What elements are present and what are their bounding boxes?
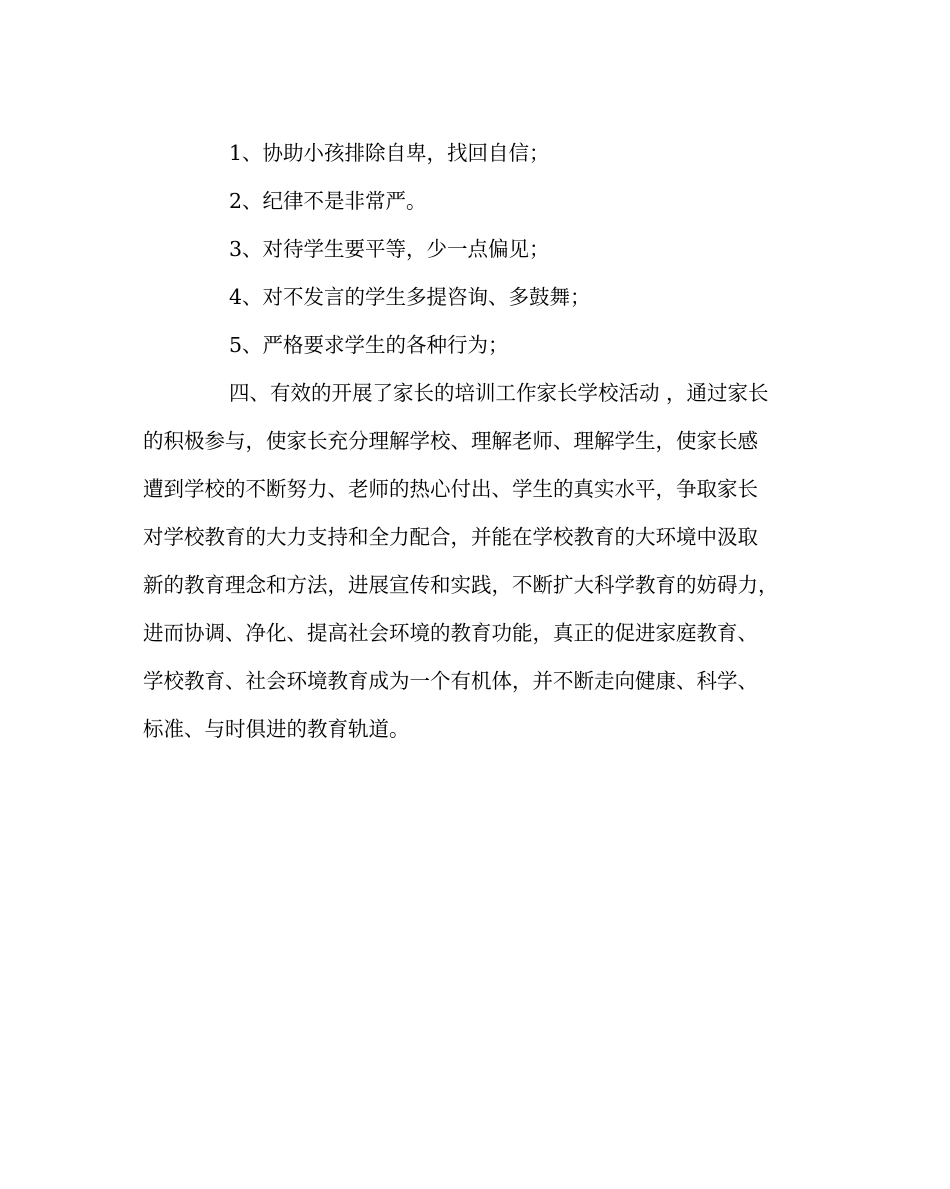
paragraph-line: 的积极参与，使家长充分理解学校、理解老师、理解学生，使家长感 [143, 429, 758, 453]
list-item-4: 4、对不发言的学生多提咨询、多鼓舞； [229, 285, 591, 309]
paragraph-line: 遭到学校的不断努力、老师的热心付出、学生的真实水平，争取家长 [143, 477, 758, 501]
document-body [143, 129, 813, 753]
paragraph-line: 标准、与时俱进的教育轨道。 [143, 717, 410, 741]
list-item-1: 1、协助小孩排除自卑，找回自信； [229, 141, 550, 165]
list-item-2: 2、纪律不是非常严。 [229, 189, 427, 213]
paragraph-line: 四、有效的开展了家长的培训工作家长学校活动 ，通过家长 [229, 381, 769, 405]
list-item-3: 3、对待学生要平等，少一点偏见； [229, 237, 550, 261]
list-item-5: 5、严格要求学生的各种行为； [229, 333, 509, 357]
paragraph-line: 对学校教育的大力支持和全力配合，并能在学校教育的大环境中汲取 [143, 525, 758, 549]
paragraph-line: 新的教育理念和方法，进展宣传和实践，不断扩大科学教育的妨碍力， [143, 573, 779, 597]
paragraph-line: 进而协调、净化、提高社会环境的教育功能，真正的促进家庭教育、 [143, 621, 758, 645]
paragraph-line: 学校教育、社会环境教育成为一个有机体，并不断走向健康、科学、 [143, 669, 758, 693]
section-four-paragraph [143, 369, 813, 753]
